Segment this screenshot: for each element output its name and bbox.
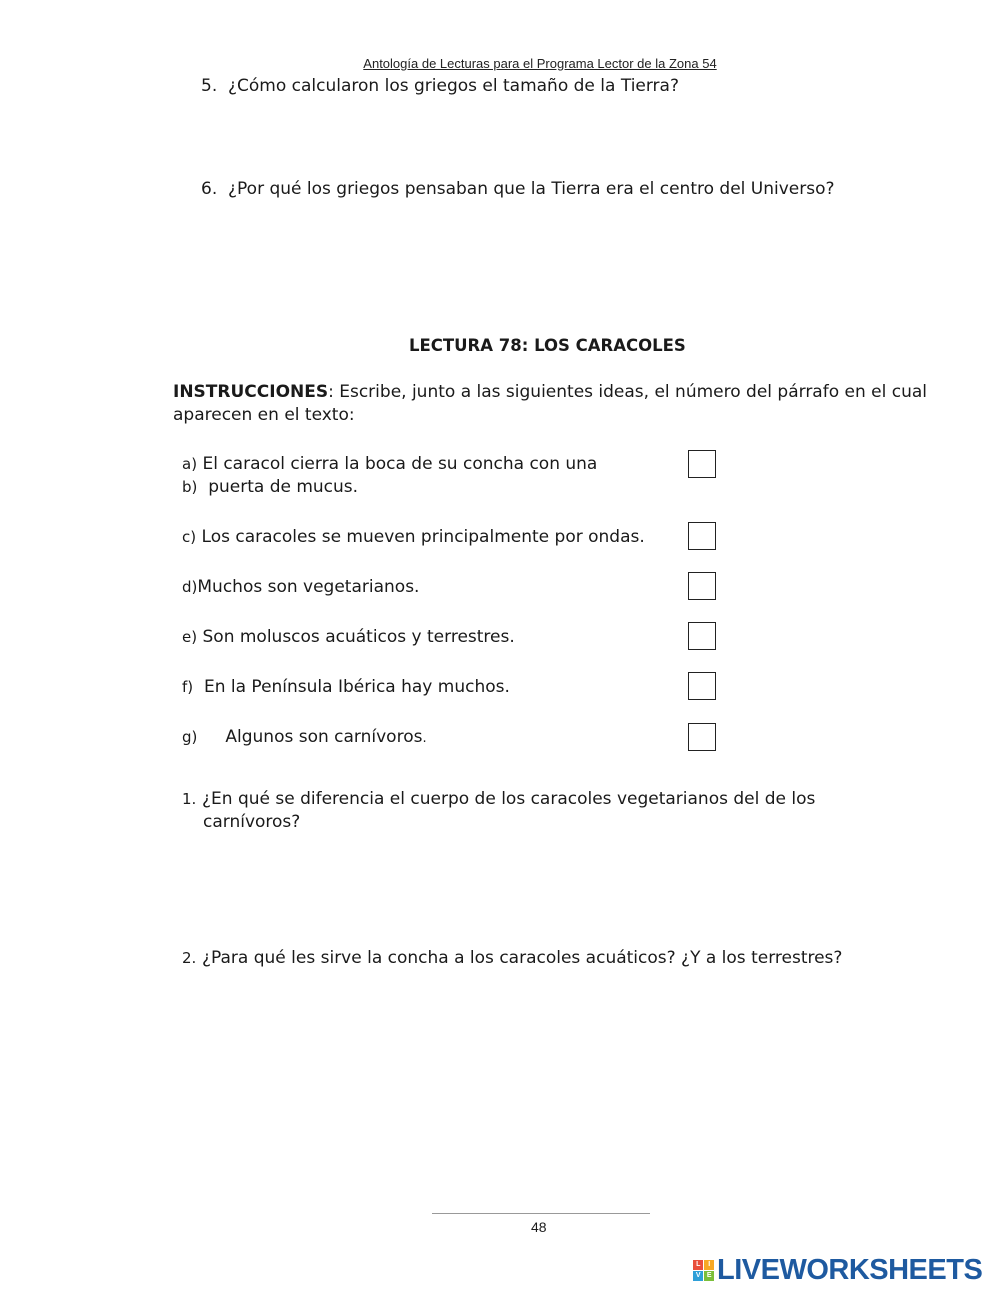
answer-box-a[interactable]: [688, 450, 716, 478]
idea-label: d): [182, 578, 198, 596]
instructions-text: : Escribe, junto a las siguientes ideas, el número del párrafo en el cual aparecen en el texto:: [173, 382, 927, 425]
question-text: ¿En qué se diferencia el cuerpo de los caracoles vegetarianos del de los: [202, 789, 816, 809]
idea-label: b): [182, 478, 198, 496]
idea-text: puerta de mucus.: [208, 477, 359, 497]
question-text: ¿Cómo calcularon los griegos el tamaño de la Tierra?: [228, 76, 679, 96]
answer-box-e[interactable]: [688, 622, 716, 650]
idea-text: Muchos son vegetarianos.: [197, 577, 420, 597]
answer-box-d[interactable]: [688, 572, 716, 600]
footer-divider: [432, 1213, 650, 1214]
idea-text: Algunos son carnívoros: [225, 727, 423, 747]
idea-label: c): [182, 528, 197, 546]
question-text: ¿Para qué les sirve la concha a los caracoles acuáticos? ¿Y a los terrestres?: [202, 948, 843, 968]
idea-label: e): [182, 628, 198, 646]
question-number: 1.: [182, 790, 197, 808]
question-number: 2.: [182, 949, 197, 967]
liveworksheets-logo[interactable]: [693, 1254, 982, 1287]
liveworksheets-icon: L I V E: [693, 1260, 714, 1281]
question-1: [182, 789, 815, 809]
idea-g: g) Algunos son carnívoros.: [182, 727, 427, 747]
instructions-label: INSTRUCCIONES: [173, 382, 329, 402]
idea-text: El caracol cierra la boca de su concha con una: [202, 454, 598, 474]
reading-title: LECTURA 78: LOS CARACOLES: [409, 336, 686, 355]
idea-text: Los caracoles se mueven principalmente por ondas.: [201, 527, 645, 547]
idea-f: [182, 677, 510, 697]
idea-c: [182, 527, 645, 547]
brand-text: LIVEWORKSHEETS: [717, 1254, 983, 1286]
answer-box-c[interactable]: [688, 522, 716, 550]
question-6: [201, 179, 835, 199]
question-text: ¿Por qué los griegos pensaban que la Tierra era el centro del Universo?: [228, 179, 835, 199]
question-number: 6.: [201, 179, 218, 199]
idea-b: [182, 477, 358, 497]
idea-a: [182, 454, 597, 474]
question-2: [182, 948, 842, 968]
idea-label: f): [182, 678, 194, 696]
idea-text: Son moluscos acuáticos y terrestres.: [202, 627, 515, 647]
question-number: 5.: [201, 76, 218, 96]
question-5: [201, 76, 679, 96]
page-number: 48: [531, 1219, 547, 1235]
page-header: Antología de Lecturas para el Programa Lector de la Zona 54: [363, 56, 717, 71]
answer-box-f[interactable]: [688, 672, 716, 700]
instructions: [173, 381, 933, 427]
idea-d: [182, 577, 419, 597]
idea-label: g): [182, 728, 198, 746]
idea-text: En la Península Ibérica hay muchos.: [203, 677, 510, 697]
idea-e: [182, 627, 515, 647]
answer-box-g[interactable]: [688, 723, 716, 751]
idea-label: a): [182, 455, 198, 473]
question-1-cont: carnívoros?: [203, 812, 301, 832]
